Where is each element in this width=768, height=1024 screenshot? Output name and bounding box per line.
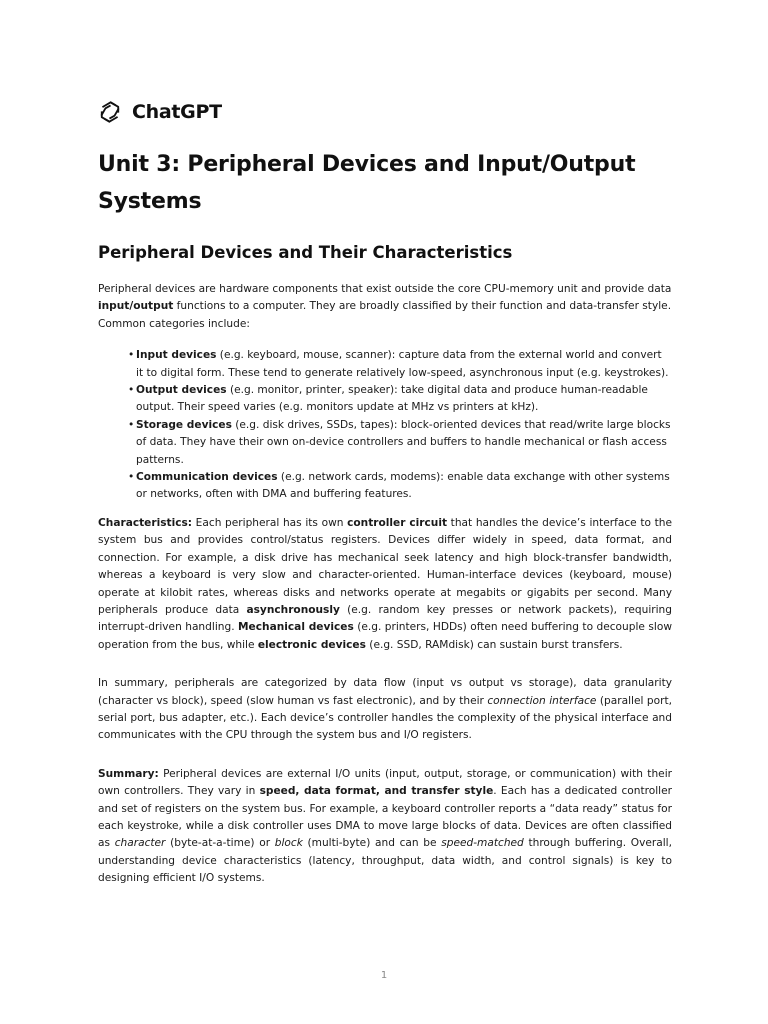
char-text-4: (e.g. printers, HDDs) often need buffering to decouple slow operation from the bus, while [98, 621, 672, 651]
in-summary-paragraph [98, 675, 672, 745]
page-title: Unit 3: Peripheral Devices and Input/Output Systems [98, 152, 636, 214]
bullet-dot: • [128, 418, 135, 431]
char-text-1: Each peripheral has its own [192, 516, 348, 529]
summary-italic-2: block [274, 837, 303, 850]
section-heading: Peripheral Devices and Their Characteristics [98, 243, 513, 262]
list-item [128, 382, 672, 417]
list-item-bold: Input devices [136, 349, 217, 362]
char-bold-1: controller circuit [347, 516, 448, 529]
in-summary-italic-1: connection interface [487, 694, 597, 707]
bullet-dot: • [128, 349, 135, 362]
list-item [128, 469, 672, 504]
list-item-text: (e.g. network cards, modems): enable data exchange with other systems or networks, often with DMA and buffering features. [136, 471, 670, 501]
char-text-5: (e.g. SSD, RAMdisk) can sustain burst transfers. [365, 638, 623, 651]
list-item-text: (e.g. keyboard, mouse, scanner): capture data from the external world and convert it to digital form. These tend to generate relatively low-speed, asynchronous input (e.g. keystrokes). [136, 349, 669, 379]
summary-text-5: through buffering. Overall, understanding device characteristics (latency, throughput, data width, and control signals) is key to designing efficient I/O systems. [98, 837, 672, 885]
summary-text-3: (byte-at-a-time) or [165, 837, 275, 850]
intro-bold-1: input/output [98, 300, 174, 313]
char-bold-2: asynchronously [246, 603, 340, 616]
summary-paragraph [98, 766, 672, 888]
bullet-dot: • [128, 384, 135, 397]
summary-text-1: Peripheral devices are external I/O units (input, output, storage, or communication) with their own controllers. They vary in [98, 767, 672, 798]
char-bold-4: electronic devices [257, 638, 366, 651]
summary-italic-1: character [114, 837, 166, 850]
intro-text-2: functions to a computer. They are broadly classified by their function and data-transfer style. Common categories include: [98, 300, 672, 330]
list-item-bold: Storage devices [136, 418, 232, 431]
summary-text-2: . Each has a dedicated controller and set of registers on the system bus. For example, a keyboard controller reports a “data ready” status for each keystroke, while a disk controller uses DMA to move large blocks of data. Devices are often classified as [98, 785, 672, 850]
bullet-dot: • [128, 471, 135, 484]
char-bold-3: Mechanical devices [238, 621, 354, 634]
summary-label: Summary: [98, 767, 159, 780]
in-summary-text-1: In summary, peripherals are categorized by data flow (input vs output vs storage), data granularity (character vs block), speed (slow human vs fast electronic), and by their [98, 677, 672, 707]
summary-text-4: (multi-byte) and can be [302, 837, 442, 850]
list-item-text: (e.g. disk drives, SSDs, tapes): block-oriented devices that read/write large blocks of data. They have their own on-device controllers and buffers to handle mechanical or flash access patterns. [136, 418, 671, 466]
in-summary-text-2: (parallel port, serial port, bus adapter, etc.). Each device’s controller handles the complexity of the physical interface and communicates with the CPU through the system bus and I/O registers. [98, 694, 673, 742]
char-text-3: (e.g. random key presses or network packets), requiring interrupt-driven handling. [98, 603, 672, 634]
brand-header [97, 99, 222, 125]
summary-italic-3: speed-matched [441, 837, 524, 850]
list-item [128, 347, 672, 382]
char-text-2: that handles the device’s interface to the system bus and provides control/status registers. Devices differ widely in speed, data format, and connection. For example, a disk drive has mechanical seek latency and high block-transfer bandwidth, whereas a keyboard is very slow and character-oriented. Human-interface devices (keyboard, mouse) operate at kilobit rates, whereas disks and networks operate at megabits or gigabits per second. Many peripherals produce data [98, 516, 672, 616]
summary-bold-1: speed, data format, and transfer style [259, 785, 494, 798]
brand-name: ChatGPT [132, 101, 222, 123]
characteristics-label: Characteristics: [98, 516, 193, 529]
characteristics-paragraph [98, 515, 672, 654]
list-item-bold: Communication devices [136, 471, 278, 484]
intro-text-1: Peripheral devices are hardware components that exist outside the core CPU-memory unit and provide data [98, 283, 672, 295]
list-item-bold: Output devices [136, 384, 227, 397]
page-number: 1 [380, 970, 388, 981]
list-item-text: (e.g. monitor, printer, speaker): take digital data and produce human-readable output. Their speed varies (e.g. monitors update at MHz vs printers at kHz). [136, 384, 648, 414]
category-list [98, 347, 672, 504]
openai-knot-icon [97, 99, 123, 125]
list-item [128, 417, 672, 469]
intro-paragraph [98, 281, 672, 333]
document-content [98, 146, 672, 888]
